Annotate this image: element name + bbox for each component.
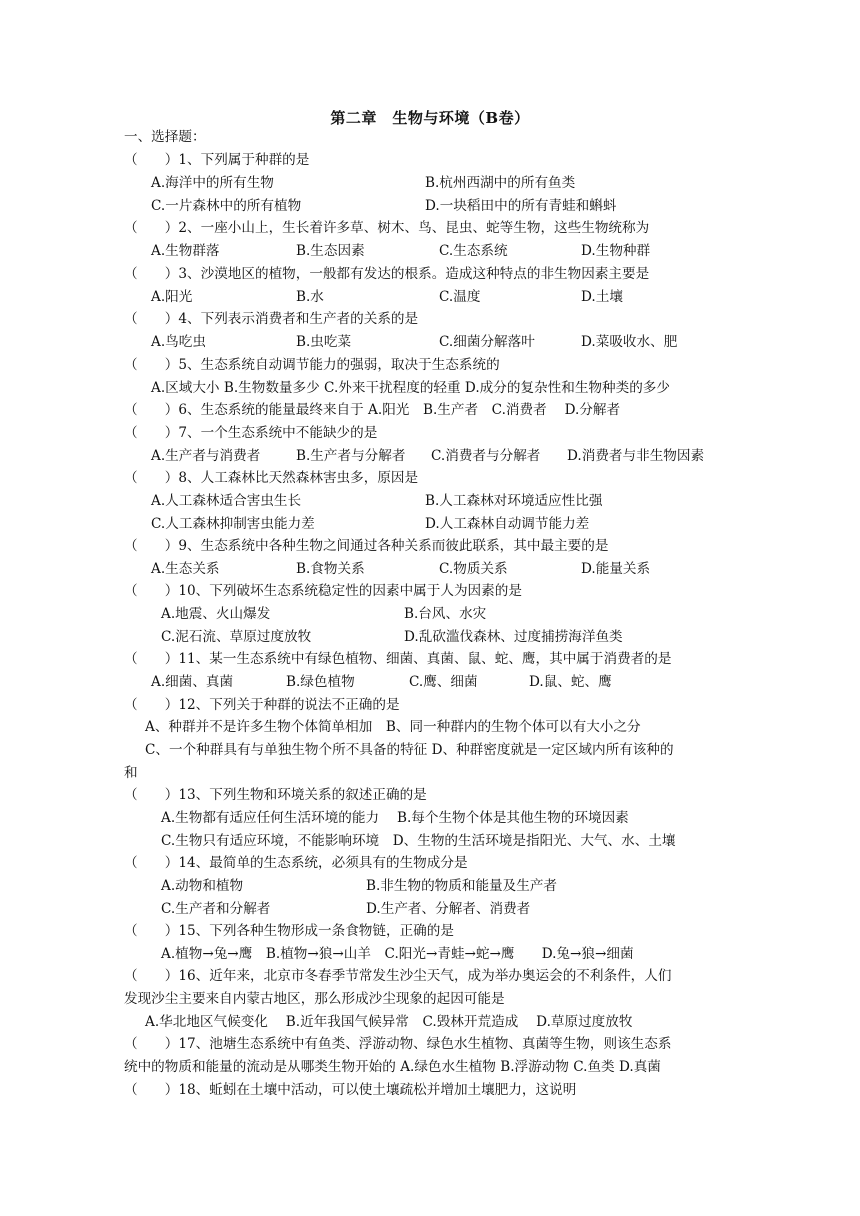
question-12: （ ）12、下列关于种群的说法不正确的是 <box>124 697 400 713</box>
q11-option-c: C.鹰、细菌 <box>409 674 478 690</box>
q3-option-d: D.土壤 <box>581 289 623 305</box>
q4-option-b: B.虫吃菜 <box>296 334 352 350</box>
question-9: （ ）9、生态系统中各种生物之间通过各种关系而彼此联系，其中最主要的是 <box>124 538 609 554</box>
q1-option-a: A.海洋中的所有生物 <box>151 175 274 191</box>
q9-option-d: D.能量关系 <box>581 561 651 577</box>
question-3: （ ）3、沙漠地区的植物，一般都有发达的根系。造成这种特点的非生物因素主要是 <box>124 266 650 282</box>
q11-option-b: B.绿色植物 <box>286 674 355 690</box>
question-18: （ ）18、蚯蚓在土壤中活动，可以使土壤疏松并增加土壤肥力，这说明 <box>124 1082 577 1098</box>
q3-option-b: B.水 <box>296 289 324 305</box>
q9-option-c: C.物质关系 <box>439 561 508 577</box>
q8-option-c: C.人工森林抑制害虫能力差 <box>151 516 315 532</box>
q14-option-a: A.动物和植物 <box>161 878 244 894</box>
q9-option-a: A.生态关系 <box>151 561 220 577</box>
q9-option-b: B.食物关系 <box>296 561 365 577</box>
question-16: （ ）16、近年来，北京市冬春季节常发生沙尘天气，成为举办奥运会的不利条件，人们 <box>124 968 672 984</box>
question-17-continued: 统中的物质和能量的流动是从哪类生物开始的 A.绿色水生植物 B.浮游动物 C.鱼类 D.真菌 <box>124 1059 661 1075</box>
question-7: （ ）7、一个生态系统中不能缺少的是 <box>124 425 378 441</box>
question-5: （ ）5、生态系统自动调节能力的强弱，取决于生态系统的 <box>124 357 500 373</box>
question-6: （ ）6、生态系统的能量最终来自于 A.阳光 B.生产者 C.消费者 D.分解者 <box>124 402 621 418</box>
question-4: （ ）4、下列表示消费者和生产者的关系的是 <box>124 311 419 327</box>
q14-option-b: B.非生物的物质和能量及生产者 <box>366 878 558 894</box>
q14-option-d: D.生产者、分解者、消费者 <box>366 901 531 917</box>
q10-option-a: A.地震、火山爆发 <box>161 606 271 622</box>
q2-option-d: D.生物种群 <box>581 243 651 259</box>
q13-options-line-2: C.生物只有适应环境，不能影响环境 D、生物的生活环境是指阳光、大气、水、土壤 <box>161 833 676 849</box>
q10-option-c: C.泥石流、草原过度放牧 <box>161 629 312 645</box>
q4-option-a: A.鸟吃虫 <box>151 334 206 350</box>
q11-option-a: A.细菌、真菌 <box>151 674 234 690</box>
question-2: （ ）2、一座小山上，生长着许多草、树木、鸟、昆虫、蛇等生物，这些生物统称为 <box>124 220 650 236</box>
question-1: （ ）1、下列属于种群的是 <box>124 152 310 168</box>
question-14: （ ）14、最简单的生态系统，必须具有的生物成分是 <box>124 855 468 871</box>
q10-option-d: D.乱砍滥伐森林、过度捕捞海洋鱼类 <box>404 629 623 645</box>
q2-option-b: B.生态因素 <box>296 243 365 259</box>
question-10: （ ）10、下列破坏生态系统稳定性的因素中属于人为因素的是 <box>124 583 522 599</box>
q15-options: A.植物→兔→鹰 B.植物→狼→山羊 C.阳光→青蛙→蛇→鹰 D.兔→狼→细菌 <box>161 946 634 962</box>
q13-options-line-1: A.生物都有适应任何生活环境的能力 B.每个生物个体是其他生物的环境因素 <box>161 810 629 826</box>
q11-option-d: D.鼠、蛇、鹰 <box>529 674 612 690</box>
question-15: （ ）15、下列各种生物形成一条食物链，正确的是 <box>124 923 454 939</box>
q7-option-b: B.生产者与分解者 <box>296 448 406 464</box>
q12-options-line-3: 和 <box>124 765 138 781</box>
question-11: （ ）11、某一生态系统中有绿色植物、细菌、真菌、鼠、蛇、鹰，其中属于消费者的是 <box>124 651 672 667</box>
q12-options-line-2: C、一个种群具有与单独生物个所不具备的特征 D、种群密度就是一定区域内所有该种的 <box>145 742 674 758</box>
q3-option-a: A.阳光 <box>151 289 193 305</box>
q1-option-c: C.一片森林中的所有植物 <box>151 198 302 214</box>
q1-option-b: B.杭州西湖中的所有鱼类 <box>425 175 576 191</box>
q2-option-a: A.生物群落 <box>151 243 220 259</box>
q16-options: A.华北地区气候变化 B.近年我国气候异常 C.毁林开荒造成 D.草原过度放牧 <box>145 1014 633 1030</box>
page-title: 第二章 生物与环境（B卷） <box>330 109 530 127</box>
question-17: （ ）17、池塘生态系统中有鱼类、浮游动物、绿色水生植物、真菌等生物，则该生态系 <box>124 1036 672 1052</box>
q8-option-d: D.人工森林自动调节能力差 <box>425 516 590 532</box>
q12-options-line-1: A、种群并不是许多生物个体简单相加 B、同一种群内的生物个体可以有大小之分 <box>145 719 641 735</box>
q7-option-c: C.消费者与分解者 <box>431 448 541 464</box>
question-13: （ ）13、下列生物和环境关系的叙述正确的是 <box>124 787 427 803</box>
q8-option-a: A.人工森林适合害虫生长 <box>151 493 302 509</box>
q7-option-a: A.生产者与消费者 <box>151 448 261 464</box>
q4-option-c: C.细菌分解落叶 <box>439 334 535 350</box>
q1-option-d: D.一块稻田中的所有青蛙和蝌蚪 <box>425 198 617 214</box>
q2-option-c: C.生态系统 <box>439 243 508 259</box>
q3-option-c: C.温度 <box>439 289 481 305</box>
question-16-continued: 发现沙尘主要来自内蒙古地区，那么形成沙尘现象的起因可能是 <box>124 991 505 1007</box>
q4-option-d: D.菜吸收水、肥 <box>581 334 678 350</box>
question-8: （ ）8、人工森林比天然森林害虫多，原因是 <box>124 470 419 486</box>
q7-option-d: D.消费者与非生物因素 <box>567 448 705 464</box>
section-heading: 一、选择题： <box>124 129 206 145</box>
q10-option-b: B.台风、水灾 <box>404 606 487 622</box>
q8-option-b: B.人工森林对环境适应性比强 <box>425 493 603 509</box>
q5-options: A.区域大小 B.生物数量多少 C.外来干扰程度的轻重 D.成分的复杂性和生物种类的多少 <box>151 380 670 396</box>
q14-option-c: C.生产者和分解者 <box>161 901 271 917</box>
